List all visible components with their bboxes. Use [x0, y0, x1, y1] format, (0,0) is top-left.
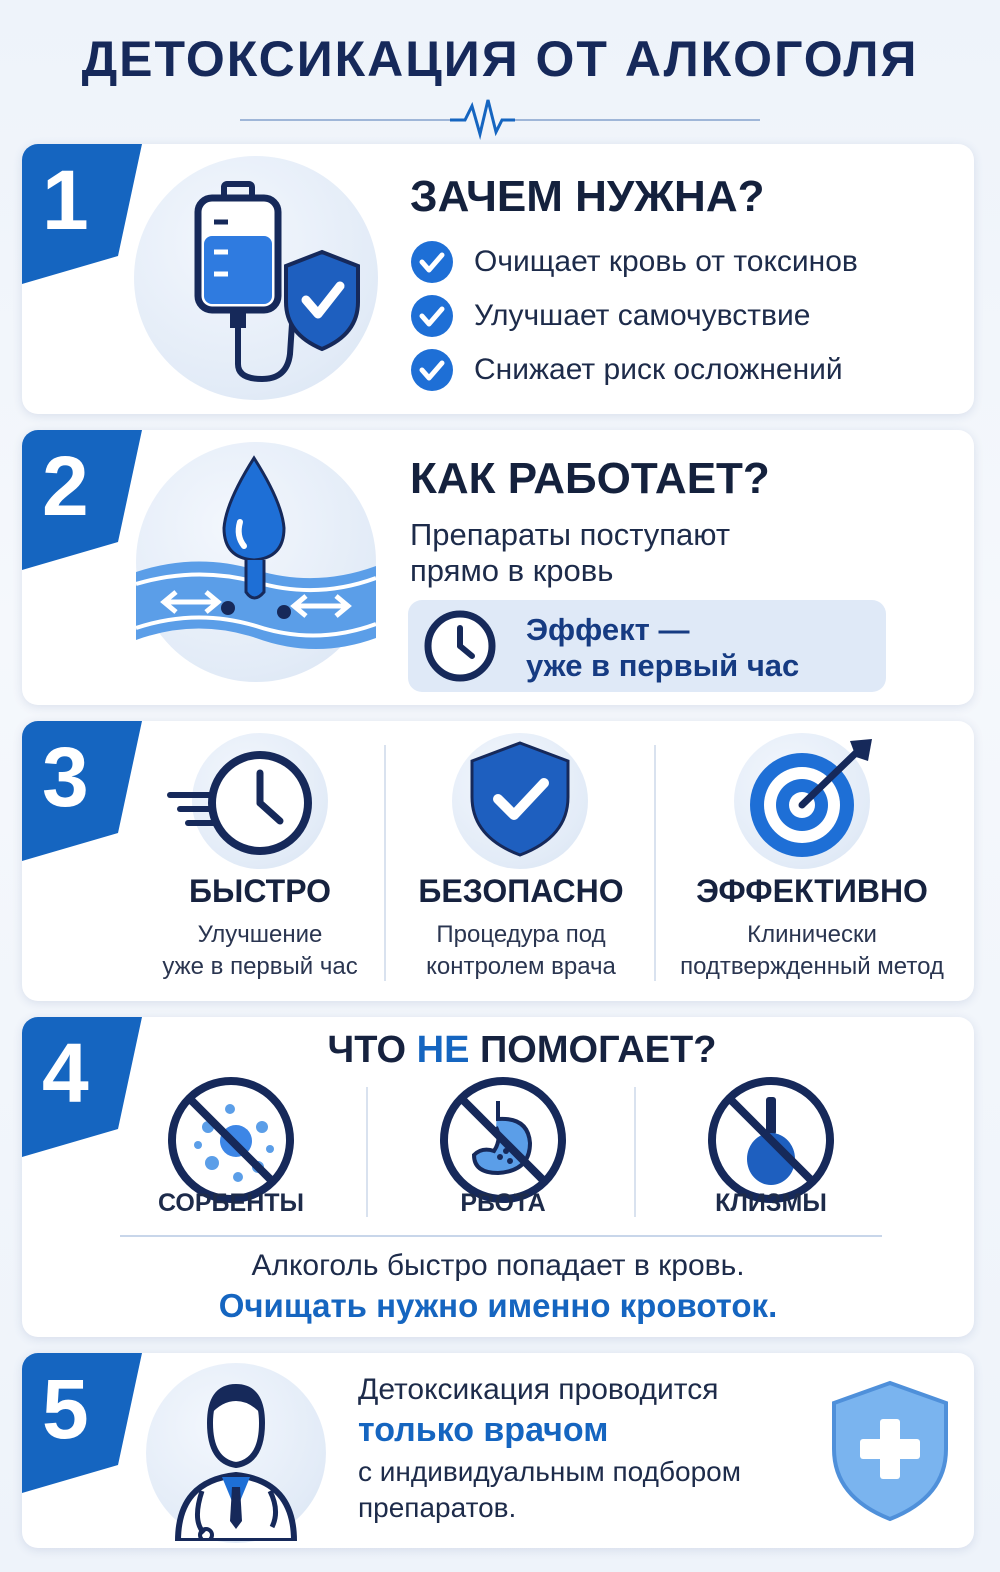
benefit-item [410, 294, 810, 338]
safe-desc2: контролем врача [426, 953, 616, 980]
benefit-text: Очищает кровь от токсинов [474, 245, 858, 278]
check-circle-icon [410, 294, 454, 338]
safe-desc1: Процедура под [436, 921, 606, 948]
effective-title: ЭФФЕКТИВНО [696, 873, 928, 909]
section-5-number: 5 [42, 1362, 89, 1456]
no-sorbents-icon [166, 1075, 296, 1205]
shield-check-icon [468, 739, 572, 859]
not-helping-item: РВОТА [460, 1189, 546, 1217]
section-3-card [22, 721, 974, 1001]
effect-line1: Эффект — [526, 612, 690, 647]
clock-speed-icon [162, 743, 322, 863]
not-helping-item: КЛИЗМЫ [715, 1189, 827, 1217]
section-5-line1: Детоксикация проводится [358, 1373, 719, 1406]
check-circle-icon [410, 348, 454, 392]
no-vomiting-icon [438, 1075, 568, 1205]
section-2-text-line1: Препараты поступают [410, 517, 731, 552]
heading-part: ЧТО [327, 1029, 417, 1071]
section-3-number-badge [22, 721, 142, 861]
effective-desc1: Клинически [747, 921, 877, 948]
section-2-number: 2 [42, 439, 89, 533]
section-4-card [22, 1017, 974, 1337]
shield-plus-icon [830, 1379, 950, 1523]
page-title: ДЕТОКСИКАЦИЯ ОТ АЛКОГОЛЯ [81, 31, 919, 87]
section-3-number: 3 [42, 730, 89, 824]
section-5-card [22, 1353, 974, 1548]
clock-icon [422, 608, 498, 684]
doctor-icon [156, 1371, 316, 1541]
no-enema-icon [706, 1075, 836, 1205]
benefit-text: Улучшает самочувствие [474, 299, 811, 332]
not-helping-item: СОРБЕНТЫ [158, 1189, 304, 1217]
section-4-heading [142, 1029, 902, 1072]
section-2-heading: КАК РАБОТАЕТ? [410, 454, 770, 503]
section-2-number-badge [22, 430, 142, 570]
column-divider [654, 745, 656, 981]
section-1-heading: ЗАЧЕМ НУЖНА? [410, 172, 765, 221]
section-5-number-badge [22, 1353, 142, 1493]
benefit-text: Снижает риск осложнений [474, 353, 843, 386]
section-5-line2: только врачом [358, 1411, 609, 1449]
column-divider [384, 745, 386, 981]
section-4-number: 4 [42, 1026, 89, 1120]
section-4-note-1: Алкоголь быстро попадает в кровь. [251, 1249, 745, 1282]
benefit-item [410, 348, 843, 392]
section-1-card [22, 144, 974, 414]
section-2-card [22, 430, 974, 705]
drop-bloodstream-icon [136, 442, 376, 682]
section-5-line3: с индивидуальным подбором [358, 1456, 741, 1487]
section-2-text-line2: прямо в кровь [410, 553, 614, 588]
section-4-number-badge [22, 1017, 142, 1157]
section-4-divider [120, 1235, 882, 1237]
fast-title: БЫСТРО [189, 873, 331, 909]
benefit-item [410, 240, 858, 284]
heartbeat-divider-icon [240, 96, 760, 140]
check-circle-icon [410, 240, 454, 284]
safe-title: БЕЗОПАСНО [418, 873, 624, 909]
heading-part: ПОМОГАЕТ? [469, 1029, 717, 1071]
heading-accent: НЕ [416, 1029, 470, 1071]
column-divider [634, 1087, 636, 1217]
section-1-number: 1 [42, 153, 89, 247]
iv-drip-shield-icon [162, 174, 362, 384]
effective-desc2: подтвержденный метод [680, 953, 944, 980]
column-divider [366, 1087, 368, 1217]
section-1-number-badge [22, 144, 142, 284]
fast-desc1: Улучшение [197, 921, 323, 948]
section-5-line4: препаратов. [358, 1492, 517, 1523]
target-icon [742, 735, 882, 865]
section-4-note-2: Очищать нужно именно кровоток. [218, 1287, 778, 1324]
effect-callout [408, 600, 886, 692]
effect-line2: уже в первый час [526, 648, 800, 683]
fast-desc2: уже в первый час [162, 953, 358, 980]
